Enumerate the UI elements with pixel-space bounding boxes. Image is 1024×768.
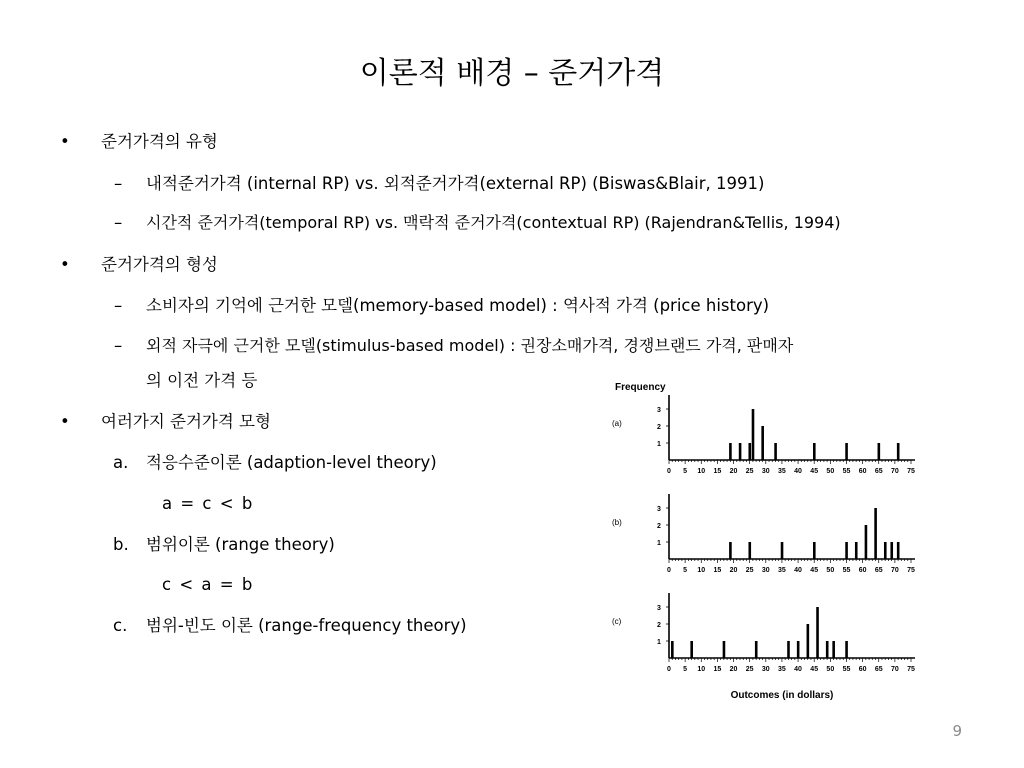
dash-marker: – — [114, 336, 123, 355]
frequency-bar — [884, 542, 887, 559]
frequency-bar — [832, 641, 835, 658]
bullet-marker: • — [60, 132, 70, 151]
x-tick-label: 30 — [761, 567, 770, 574]
x-tick-label: 55 — [842, 468, 851, 475]
x-tick-label: 35 — [778, 567, 786, 574]
x-tick-label: 35 — [778, 666, 786, 673]
frequency-bar — [897, 542, 900, 559]
frequency-bar — [826, 641, 829, 658]
x-tick-label: 65 — [874, 468, 883, 475]
frequency-bar — [671, 641, 674, 658]
frequency-bar — [845, 641, 848, 658]
y-tick-label: 2 — [657, 523, 661, 530]
frequency-bar — [755, 641, 758, 658]
x-tick-label: 25 — [745, 468, 754, 475]
x-tick-label: 40 — [794, 567, 802, 574]
dash-marker: – — [114, 174, 123, 193]
x-tick-label: 75 — [907, 666, 915, 673]
frequency-bar — [845, 542, 848, 559]
x-tick-label: 20 — [729, 567, 738, 574]
frequency-bar — [781, 542, 784, 559]
slide-title: 이론적 배경 – 준거가격 — [359, 56, 665, 91]
list-marker-b: b. — [113, 535, 129, 554]
frequency-bar — [816, 607, 819, 658]
frequency-bar — [752, 409, 755, 460]
x-tick-label: 20 — [729, 666, 738, 673]
chart-title: Frequency — [615, 382, 666, 393]
section-heading-types: 준거가격의 유형 — [101, 132, 218, 151]
x-tick-label: 10 — [697, 468, 706, 475]
x-tick-label: 0 — [667, 468, 671, 475]
x-tick-label: 45 — [810, 567, 819, 574]
frequency-bar — [865, 525, 868, 559]
frequency-bar — [787, 641, 790, 658]
frequency-bar — [690, 641, 693, 658]
x-tick-label: 75 — [907, 468, 915, 475]
x-tick-label: 45 — [810, 666, 819, 673]
bullet-marker: • — [60, 412, 70, 431]
x-tick-label: 15 — [713, 666, 722, 673]
frequency-bar — [739, 443, 742, 460]
frequency-bar — [807, 624, 810, 658]
frequency-bar — [797, 641, 800, 658]
y-tick-label: 3 — [657, 506, 661, 513]
dash-marker: – — [114, 296, 123, 315]
x-tick-label: 10 — [697, 666, 706, 673]
x-tick-label: 70 — [890, 666, 899, 673]
x-tick-label: 25 — [745, 567, 754, 574]
frequency-bar — [774, 443, 777, 460]
frequency-bar — [890, 542, 893, 559]
x-tick-label: 65 — [874, 567, 883, 574]
model-adaption-level: 적응수준이론 (adaption-level theory) — [146, 453, 437, 472]
dash-marker: – — [114, 213, 123, 232]
x-tick-label: 40 — [794, 666, 802, 673]
x-tick-label: 20 — [729, 468, 738, 475]
section-heading-models: 여러가지 준거가격 모형 — [101, 412, 271, 431]
x-tick-label: 70 — [890, 567, 899, 574]
list-marker-c: c. — [113, 616, 128, 635]
x-tick-label: 5 — [683, 567, 688, 574]
x-tick-label: 5 — [683, 468, 688, 475]
frequency-bar — [729, 542, 732, 559]
x-tick-label: 60 — [858, 567, 867, 574]
chart-xlabel: Outcomes (in dollars) — [730, 690, 834, 701]
frequency-bar — [729, 443, 732, 460]
formula-adaption-level: a = c < b — [162, 494, 253, 513]
y-tick-label: 1 — [657, 540, 661, 547]
x-tick-label: 50 — [826, 567, 835, 574]
x-tick-label: 5 — [683, 666, 688, 673]
y-tick-label: 2 — [657, 622, 661, 629]
model-range: 범위이론 (range theory) — [146, 535, 335, 554]
sub-item-temporal-contextual: 시간적 준거가격(temporal RP) vs. 맥락적 준거가격(contextual RP) (Rajendran&Tellis, 1994) — [146, 213, 841, 232]
frequency-bar — [723, 641, 726, 658]
x-tick-label: 75 — [907, 567, 915, 574]
x-tick-label: 30 — [761, 468, 770, 475]
page-number: 9 — [952, 722, 962, 740]
y-tick-label: 3 — [657, 605, 661, 612]
formula-range: c < a = b — [162, 575, 253, 594]
bullet-marker: • — [60, 255, 70, 274]
x-tick-label: 55 — [842, 666, 851, 673]
sub-item-stimulus-based: 외적 자극에 근거한 모델(stimulus-based model) : 권장소매가격, 경쟁브랜드 가격, 판매자 — [146, 336, 794, 355]
sub-item-memory-based: 소비자의 기억에 근거한 모델(memory-based model) : 역사적 가격 (price history) — [146, 296, 770, 315]
frequency-bar — [813, 542, 816, 559]
x-tick-label: 35 — [778, 468, 786, 475]
frequency-bar — [897, 443, 900, 460]
panel-label: (c) — [612, 617, 622, 626]
x-tick-label: 25 — [745, 666, 754, 673]
frequency-bar — [874, 508, 877, 559]
frequency-chart — [608, 376, 928, 706]
frequency-bar — [845, 443, 848, 460]
panel-label: (a) — [612, 419, 622, 428]
x-tick-label: 15 — [713, 567, 722, 574]
x-tick-label: 60 — [858, 468, 867, 475]
frequency-bar — [855, 542, 858, 559]
section-heading-formation: 준거가격의 형성 — [101, 255, 218, 274]
frequency-bar — [748, 542, 751, 559]
x-tick-label: 60 — [858, 666, 867, 673]
sub-item-internal-external: 내적준거가격 (internal RP) vs. 외적준거가격(external RP) (Biswas&Blair, 1991) — [146, 174, 765, 193]
y-tick-label: 2 — [657, 424, 661, 431]
frequency-bar — [813, 443, 816, 460]
x-tick-label: 30 — [761, 666, 770, 673]
model-range-frequency: 범위-빈도 이론 (range-frequency theory) — [146, 616, 467, 635]
frequency-bar — [878, 443, 881, 460]
frequency-chart-figure — [608, 376, 928, 706]
x-tick-label: 50 — [826, 666, 835, 673]
x-tick-label: 0 — [667, 666, 671, 673]
frequency-bar — [748, 443, 751, 460]
sub-item-stimulus-based-continued: 의 이전 가격 등 — [146, 371, 258, 390]
y-tick-label: 3 — [657, 407, 661, 414]
x-tick-label: 45 — [810, 468, 819, 475]
x-tick-label: 40 — [794, 468, 802, 475]
y-tick-label: 1 — [657, 639, 661, 646]
panel-label: (b) — [612, 518, 622, 527]
x-tick-label: 0 — [667, 567, 671, 574]
frequency-bar — [761, 426, 764, 460]
x-tick-label: 55 — [842, 567, 851, 574]
y-tick-label: 1 — [657, 441, 661, 448]
x-tick-label: 10 — [697, 567, 706, 574]
x-tick-label: 70 — [890, 468, 899, 475]
x-tick-label: 15 — [713, 468, 722, 475]
x-tick-label: 65 — [874, 666, 883, 673]
list-marker-a: a. — [113, 453, 129, 472]
x-tick-label: 50 — [826, 468, 835, 475]
